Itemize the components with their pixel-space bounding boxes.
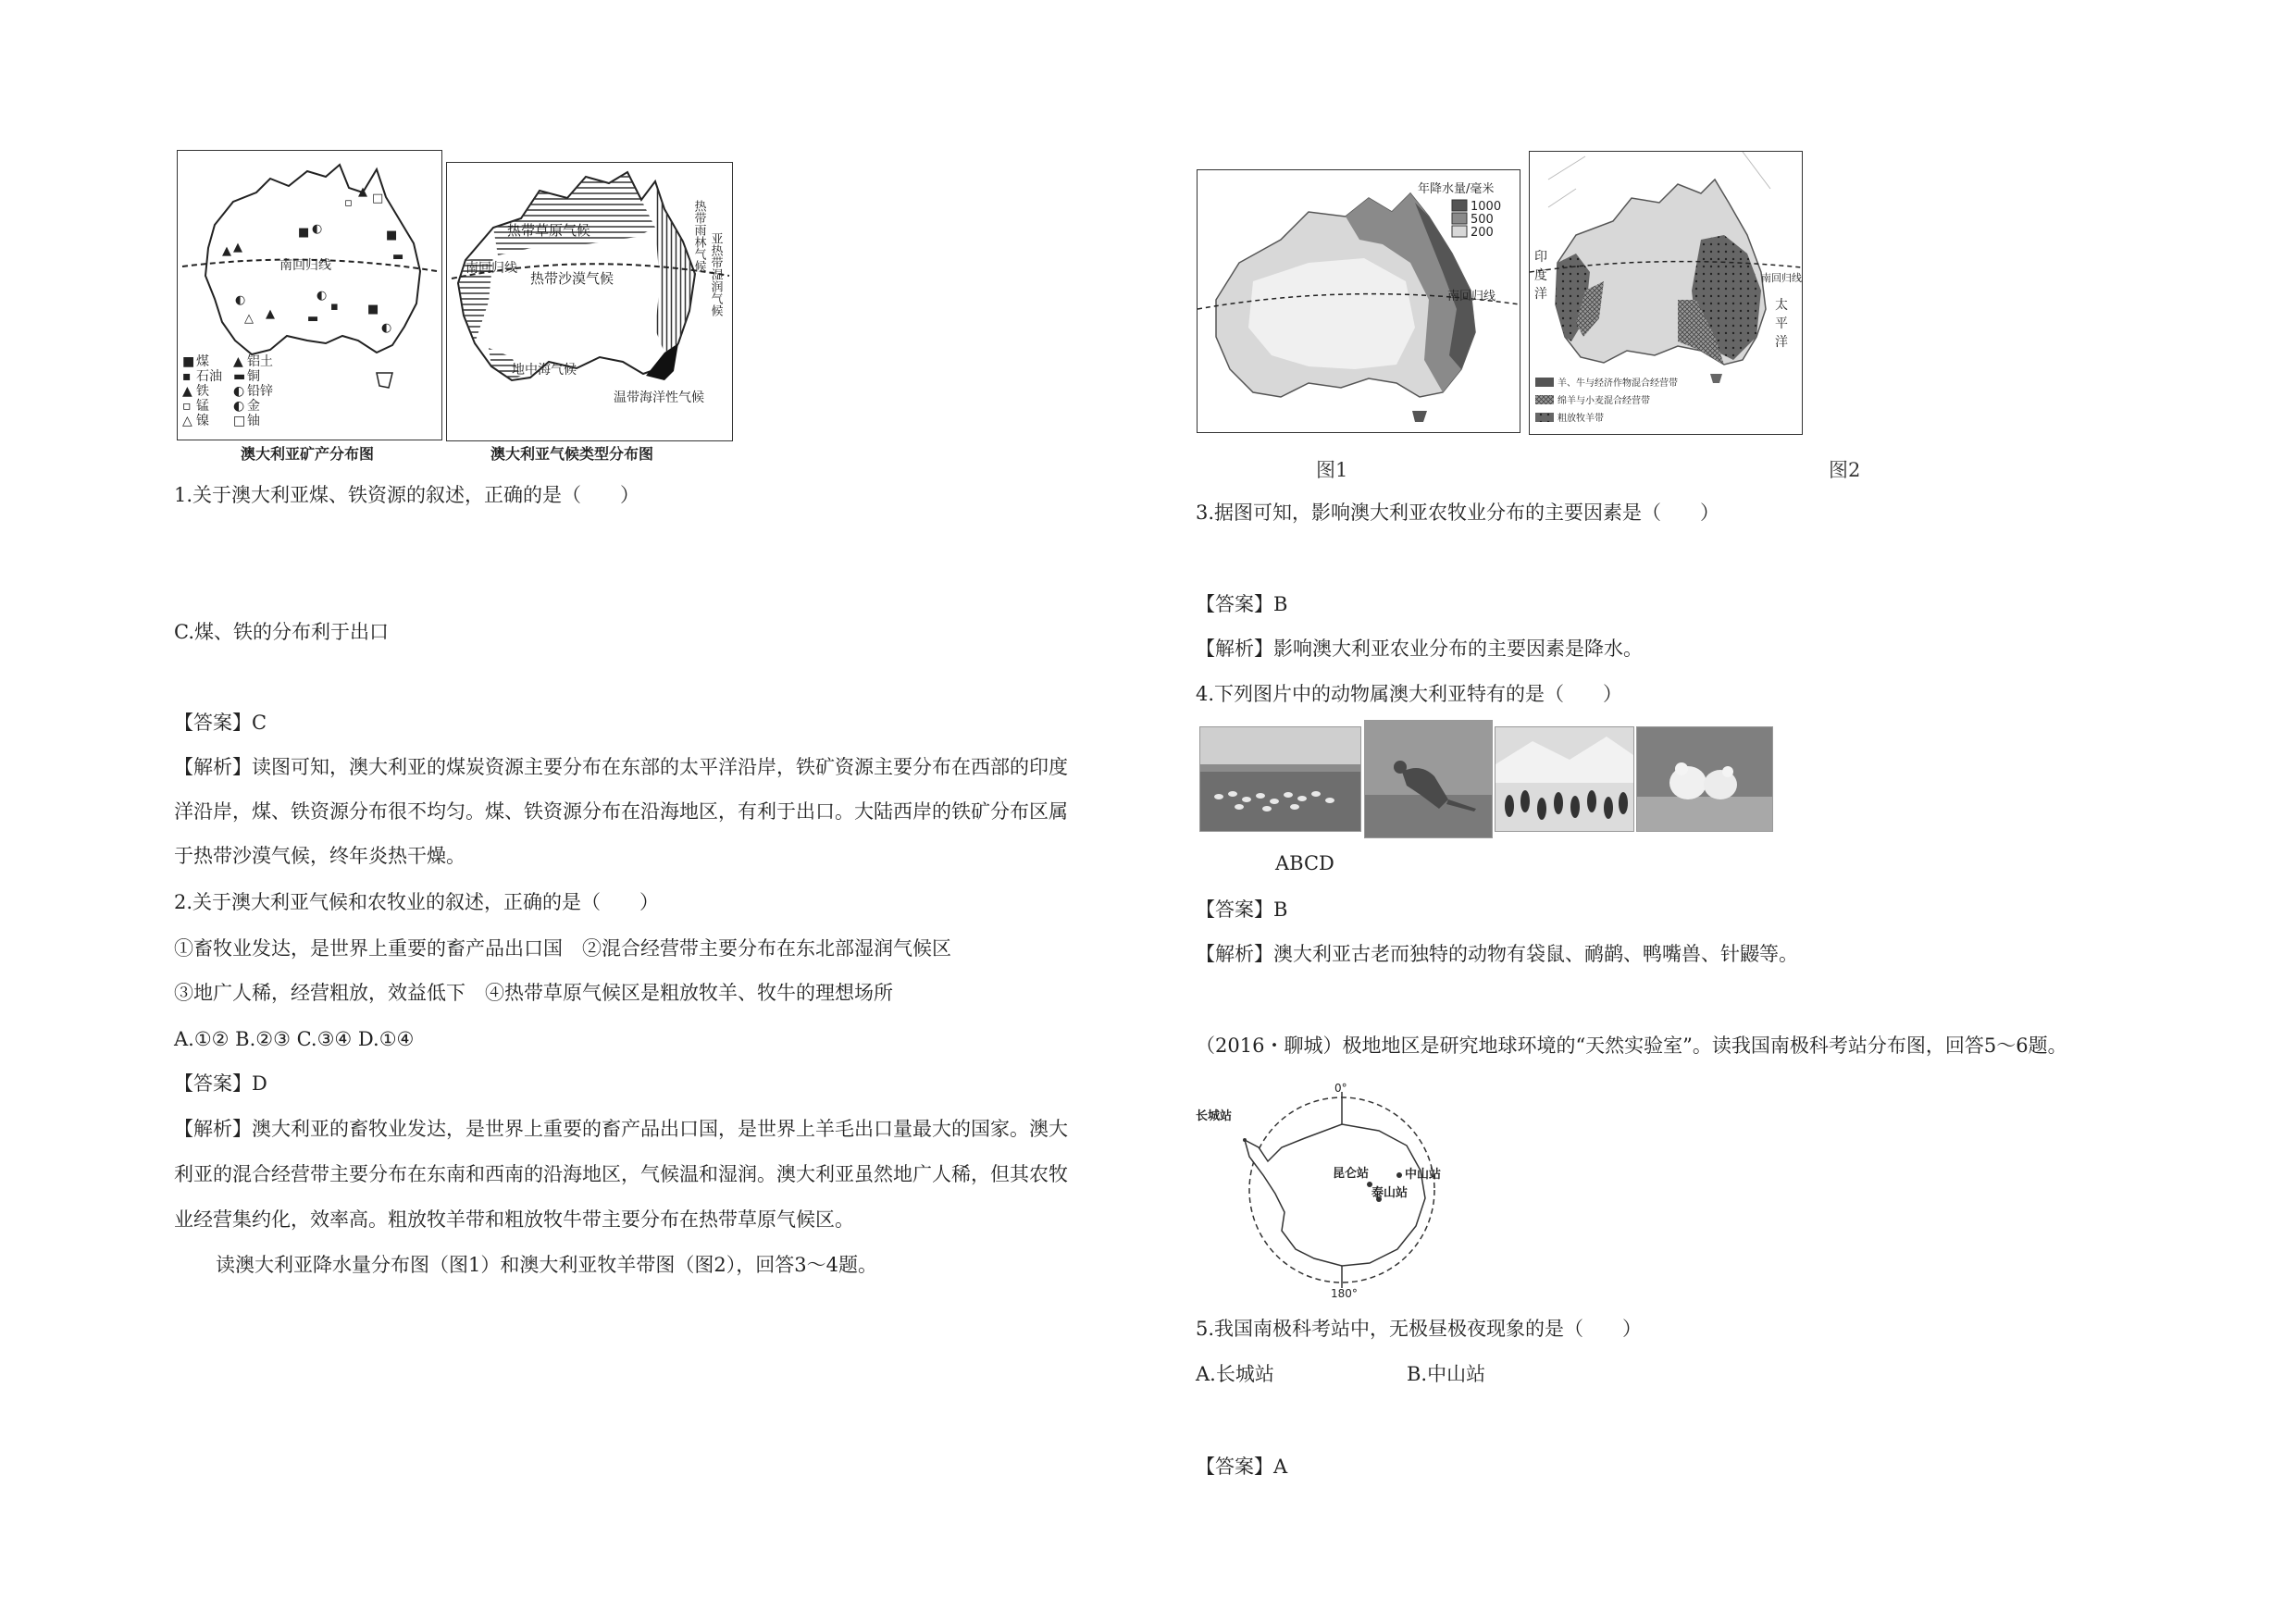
svg-text:■: ■: [386, 229, 398, 242]
rainfall-legend-value: 200: [1471, 226, 1494, 240]
svg-text:■: ■: [298, 226, 310, 240]
q2-items-line: ①畜牧业发达，是世界上重要的畜产品出口国 ②混合经营带主要分布在东北部湿润气候区: [174, 937, 951, 960]
legend-label: 铀: [247, 414, 260, 428]
q1-analysis-line: 【解析】读图可知，澳大利亚的煤炭资源主要分布在东部的太平洋沿岸，铁矿资源主要分布在西部的印度: [174, 756, 1068, 778]
legend-label: 镍: [196, 414, 209, 428]
rainfall-map-image: [1198, 170, 1520, 432]
q56-intro: （2016・聊城）极地地区是研究地球环境的“天然实验室”。读我国南极科考站分布图，回答5～6题。: [1196, 1035, 2067, 1057]
station-zhongshan: 中山站: [1405, 1168, 1442, 1182]
legend-symbol: △: [182, 414, 192, 428]
q2-items-line: ③地广人稀，经营粗放，效益低下 ④热带草原气候区是粗放牧羊、牧牛的理想场所: [174, 982, 893, 1004]
legend-symbol: ▪: [182, 369, 192, 384]
photo-d-polar-bears: [1636, 726, 1773, 832]
svg-text:▪: ▪: [330, 300, 339, 314]
mineral-map-image: [178, 151, 441, 440]
photo-c-penguins: [1495, 726, 1634, 832]
legend-symbol: ◐: [233, 384, 245, 399]
legend-symbol: □: [233, 414, 246, 428]
sheep-legend-label: 粗放牧羊带: [1558, 414, 1604, 424]
climate-mediterranean-label: 地中海气候: [512, 363, 577, 378]
climate-map-image: [447, 163, 732, 440]
rainfall-legend-value: 1000: [1471, 200, 1502, 214]
q3-answer: 【答案】B: [1196, 593, 1288, 615]
q5-answer: 【答案】A: [1196, 1456, 1288, 1478]
q2-analysis-line: 利亚的混合经营带主要分布在东南和西南的沿海地区，气候温和湿润。澳大利亚虽然地广人稀，但其农牧: [174, 1163, 1068, 1185]
antarctica-top-label: 0°: [1334, 1083, 1347, 1095]
legend-label: 煤: [196, 354, 209, 369]
legend-label: 金: [247, 399, 260, 414]
q1-analysis-line: 于热带沙漠气候，终年炎热干燥。: [174, 845, 465, 867]
climate-map-figure: [446, 162, 733, 441]
q1-stem: 1.关于澳大利亚煤、铁资源的叙述，正确的是（ ）: [174, 484, 640, 506]
station-changcheng: 长城站: [1196, 1109, 1233, 1123]
svg-text:▬: ▬: [307, 312, 319, 326]
svg-text:◐: ◐: [312, 222, 323, 236]
legend-label: 铜: [247, 369, 260, 384]
fig1-caption: 图1: [1316, 459, 1348, 481]
mineral-map-figure: [177, 150, 442, 440]
sheep-legend-label: 羊、牛与经济作物混合经营带: [1558, 378, 1678, 389]
climate-rainforest-label: 热带雨林气候: [691, 200, 706, 272]
rainfall-legend-value: 500: [1471, 213, 1494, 227]
q34-intro: 读澳大利亚降水量分布图（图1）和澳大利亚牧羊带图（图2），回答3～4题。: [216, 1254, 877, 1276]
rainfall-tropic-label: 南回归线: [1447, 290, 1496, 304]
photo-b-kangaroo: [1364, 720, 1493, 838]
rainfall-legend-title: 年降水量/毫米: [1418, 182, 1495, 196]
legend-symbol: ▫: [182, 399, 192, 414]
legend-symbol: ◐: [233, 399, 245, 414]
fig2-caption: 图2: [1829, 459, 1861, 481]
legend-label: 锰: [196, 399, 209, 414]
q4-answer: 【答案】B: [1196, 898, 1288, 921]
sheep-legend-label: 绵羊与小麦混合经营带: [1558, 396, 1650, 406]
svg-text:◐: ◐: [316, 289, 328, 303]
svg-text:▲: ▲: [222, 244, 231, 258]
q2-options: A.①② B.②③ C.③④ D.①④: [174, 1028, 415, 1050]
pacific-ocean-char: 平: [1775, 316, 1788, 331]
indian-ocean-char: 印: [1534, 250, 1547, 265]
svg-text:◐: ◐: [235, 293, 246, 307]
climate-desert-label: 热带沙漠气候: [530, 270, 614, 287]
pacific-ocean-char: 洋: [1775, 335, 1788, 350]
q4-photo-labels: ABCD: [1275, 852, 1334, 874]
climate-tropic-label: 南回归线: [465, 261, 517, 276]
q3-analysis: 【解析】影响澳大利亚农业分布的主要因素是降水。: [1196, 638, 1643, 660]
q1-option-c: C.煤、铁的分布利于出口: [174, 621, 389, 643]
svg-text:□: □: [372, 192, 384, 205]
antarctica-bottom-label: 180°: [1331, 1287, 1358, 1297]
sheep-tropic-label: 南回归线: [1761, 272, 1802, 284]
sheep-belt-map-figure: [1529, 151, 1803, 435]
legend-symbol: ▬: [233, 369, 246, 384]
photo-a-sheep: [1199, 726, 1361, 832]
q2-stem: 2.关于澳大利亚气候和农牧业的叙述，正确的是（ ）: [174, 891, 660, 913]
q3-stem: 3.据图可知，影响澳大利亚农牧业分布的主要因素是（ ）: [1196, 502, 1720, 524]
station-taishan: 泰山站: [1371, 1186, 1409, 1200]
q5-stem: 5.我国南极科考站中，无极昼极夜现象的是（ ）: [1196, 1318, 1643, 1340]
legend-symbol: ▲: [182, 384, 192, 399]
climate-subtropical-label: 亚热带湿润气候: [708, 232, 723, 316]
mineral-map-caption: 澳大利亚矿产分布图: [241, 445, 375, 463]
legend-label: 铝土: [247, 354, 273, 369]
sheep-belt-map-image: [1530, 152, 1802, 434]
pacific-ocean-char: 太: [1775, 298, 1788, 313]
mineral-tropic-label: 南回归线: [279, 258, 331, 273]
svg-text:▲: ▲: [358, 185, 367, 199]
q2-analysis-line: 【解析】澳大利亚的畜牧业发达，是世界上重要的畜产品出口国，是世界上羊毛出口量最大的国家。澳大: [174, 1118, 1068, 1140]
svg-text:◐: ◐: [381, 321, 392, 335]
svg-text:△: △: [244, 312, 254, 326]
legend-symbol: ▲: [233, 354, 243, 369]
svg-text:▲: ▲: [266, 307, 275, 321]
climate-oceanic-label: 温带海洋性气候: [614, 390, 704, 405]
climate-savanna-label: 热带草原气候: [507, 222, 591, 239]
q1-answer: 【答案】C: [174, 712, 267, 734]
q4-analysis: 【解析】澳大利亚古老而独特的动物有袋鼠、鸸鹋、鸭嘴兽、针鼹等。: [1196, 943, 1798, 965]
indian-ocean-char: 洋: [1534, 287, 1547, 302]
q4-stem: 4.下列图片中的动物属澳大利亚特有的是（ ）: [1196, 683, 1623, 705]
q5-option-b: B.中山站: [1407, 1363, 1486, 1385]
q5-option-a: A.长城站: [1196, 1363, 1274, 1385]
indian-ocean-char: 度: [1534, 268, 1547, 283]
station-kunlun: 昆仑站: [1333, 1167, 1370, 1181]
antarctica-map-figure: [1194, 1083, 1490, 1297]
svg-text:▫: ▫: [344, 196, 353, 210]
legend-label: 石油: [196, 369, 222, 384]
antarctica-map-image: [1194, 1083, 1490, 1297]
climate-map-caption: 澳大利亚气候类型分布图: [490, 445, 654, 463]
svg-text:▲: ▲: [233, 241, 242, 254]
q2-analysis-line: 业经营集约化，效率高。粗放牧羊带和粗放牧牛带主要分布在热带草原气候区。: [174, 1208, 854, 1231]
svg-text:■: ■: [367, 303, 379, 316]
q2-answer: 【答案】D: [174, 1072, 267, 1095]
q1-analysis-line: 洋沿岸，煤、铁资源分布很不均匀。煤、铁资源分布在沿海地区，有利于出口。大陆西岸的铁矿分布区属: [174, 800, 1068, 823]
legend-symbol: ■: [182, 354, 195, 369]
legend-label: 铁: [196, 384, 209, 399]
legend-label: 铅锌: [247, 384, 273, 399]
svg-text:▬: ▬: [392, 250, 404, 264]
rainfall-map-figure: [1197, 169, 1520, 433]
